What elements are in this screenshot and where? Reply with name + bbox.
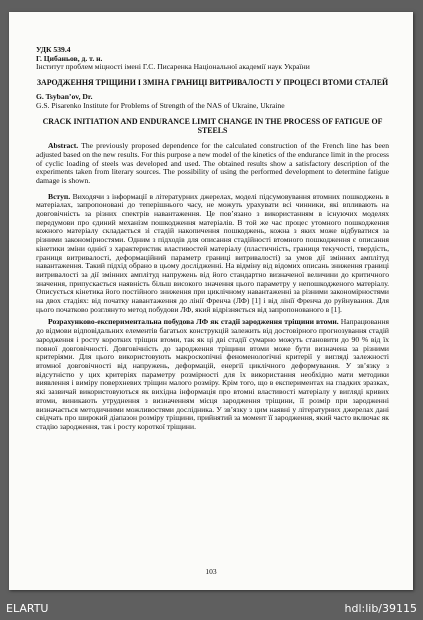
intro-text: Виходячи з інформації в літературних джерелах, моделі підсумовування втомних пошкоджень в матеріалах, запропоновані до теперішнього часу, не можуть урахувати всі чинники, які впливають на довговічність за різних спектрів навантаження. Це пов’язано з використанням в існуючих моделях передумови про єдиний механізм пошкодження матеріалів. В той же час процес утомного пошкодження кожного матеріалу складається зі стадій накопичення пошкоджень, кожна з яких може відбуватися за різними закономірностями. Одним з підходів для описання стадійності втомного пошкодження є описання кінетики зміни однієї з характеристик властивостей матеріалу (пластичність, границя текучості, твердість, границя витривалості, деформаційний параметр границі витривалості) за умов дії змінних амплітуд навантаження. Такий підхід обрано в цьому дослідженні. На відміну від відомих описань зниження границі витривалості за дії змінних амплітуд напружень від його стандартно визначеної величини до критичного значення, припускається наявність більш високого значення цього параметру у непошкодженого матеріалу. Описується кінетика його постійного зниження при циклічному навантаженні за різними закономірностями на двох стадіях: від початку навантаження до лінії Френча (ЛФ) [1] і від лінії Френча до руйнування. Для цього початково розглянуто метод побудови ЛФ, який відрізняється від запропонованого в [1].: [36, 191, 389, 314]
udc-code: УДК 539.4: [36, 45, 71, 54]
intro-paragraph: [36, 193, 389, 315]
repository-name: ELARTU: [6, 602, 49, 615]
en-affiliation: G.S. Pisarenko Institute for Problems of Strength of the NAS of Ukraine, Ukraine: [36, 101, 285, 111]
page-number: 103: [205, 567, 217, 576]
section-paragraph: [36, 318, 389, 431]
section-text: Напрацювання до відмови відповідальних елементів багатьох конструкцій залежить від достовірного прогнозування стадій зародження і росту коротких тріщин втоми, так як ці дві стадії сумарно можуть становити до 90 % від їх повної довговічності. Довговічність до зародження тріщини втоми може бути визначена за різними критеріями. Для цього використовують макроскопічні феноменологічні критерії у вигляді залежності втомної довговічності від напружень, деформацій, енергії циклічного деформування. У зв’язку з відсутністю у цих критеріях параметру розмірності для їх використання необхідно мати методики виявлення і виміру поверхневих тріщин малого розміру. Крім того, що в експериментах на гладких зразках, які зазвичай використовуються як вихідна інформація про втомні властивості матеріалу у вигляді кривих втоми, виникають утруднення з визначенням місця зародження тріщини, її розмір при зародженні визначається методичними можливостями дослідника. У зв’язку з цим наявні у літературних джерелах дані свідчать про широкий діапазон розміру тріщини, прийнятий за момент її зародження, який часто включає як стадію зародження, так і росту короткої тріщини.: [36, 317, 389, 431]
ua-affiliation: Інститут проблем міцності імені Г.С. Писаренка Національної академії наук України: [36, 62, 310, 72]
document-page: [9, 12, 413, 590]
abstract: [36, 142, 389, 186]
section-heading: Розрахунково-експериментальна побудова ЛФ як стадії зародження тріщини втоми.: [48, 317, 339, 327]
intro-label: Вступ.: [48, 191, 71, 201]
abstract-text: The previously proposed dependence for the calculated construction of the French line has been adjusted based on the new results. For this purpose a new model of the kinetics of the endurance limit in the process of cyclic loading of steels was developed and used. The obtained results show a satisfactory description of the experiments taken from literary sources. The possibility of using the performed development to determine fatigue damage is shown.: [36, 141, 390, 185]
en-title: CRACK INITIATION AND ENDURANCE LIMIT CHANGE IN THE PROCESS OF FATIGUE OF STEELS: [42, 116, 383, 135]
viewer-footer: [0, 598, 423, 620]
page-content: [36, 46, 389, 432]
en-author: G. Tsyban’ov, Dr.: [36, 92, 93, 102]
ua-title: ЗАРОДЖЕННЯ ТРІЩИНИ І ЗМІНА ГРАНИЦІ ВИТРИВАЛОСТІ У ПРОЦЕСІ ВТОМИ СТАЛЕЙ: [36, 78, 389, 88]
handle-id: hdl:lib/39115: [344, 602, 417, 615]
abstract-label: Abstract.: [48, 141, 79, 151]
ua-author: Г. Цибаньов, д. т. н.: [36, 53, 103, 63]
